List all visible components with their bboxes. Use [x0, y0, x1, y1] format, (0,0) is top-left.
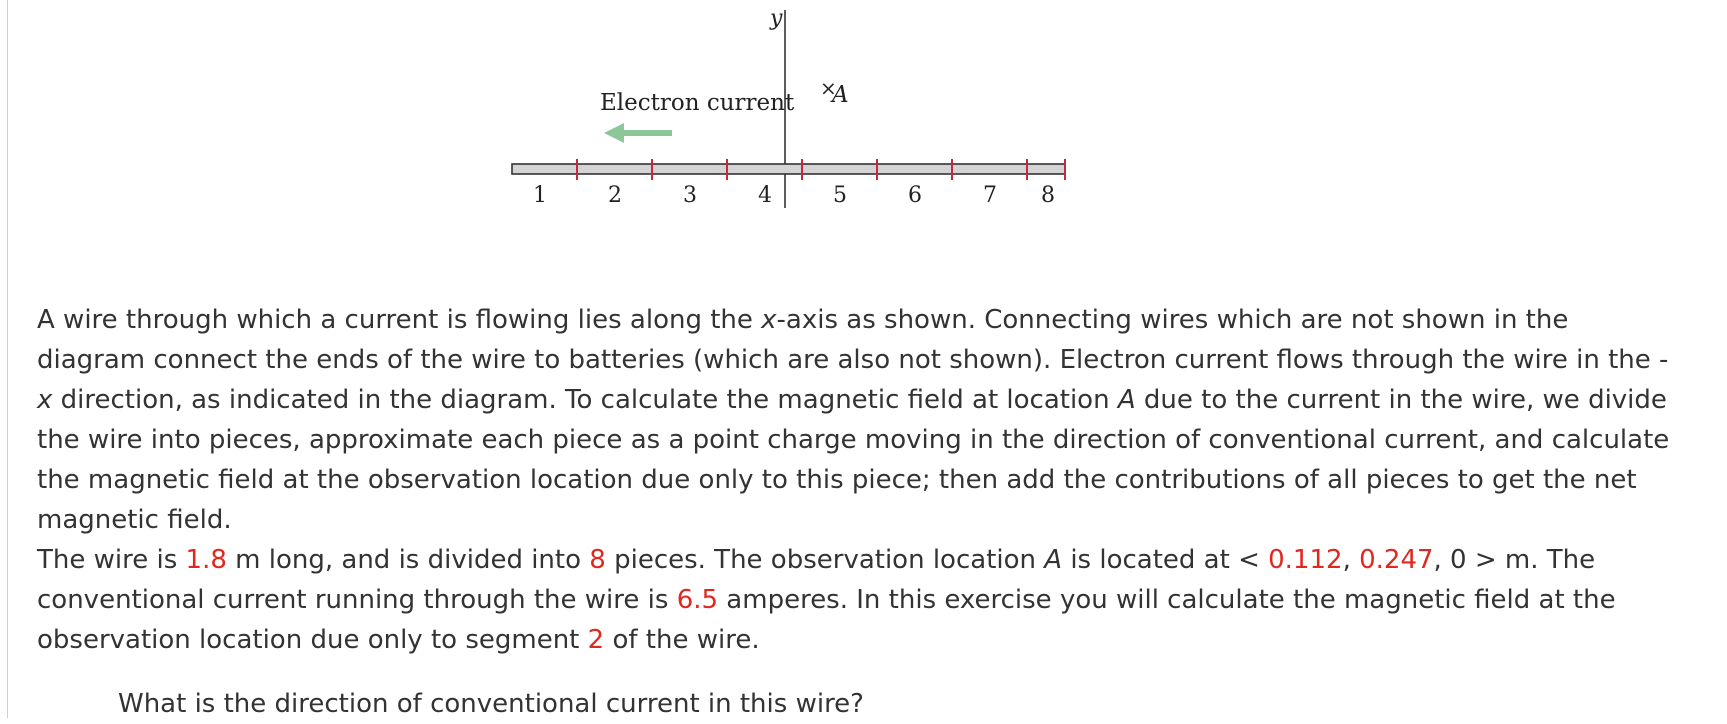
- y-axis-label: y: [770, 6, 783, 31]
- p1-x-axis-var: x: [761, 305, 777, 335]
- wire: [512, 164, 1065, 174]
- segment-label-6: 6: [908, 183, 922, 208]
- p2-text-f: amperes. In this exercise you will calculate the magnetic field at the observation location due only to segment: [37, 585, 1616, 655]
- wire-diagram: [533, 0, 1160, 220]
- problem-paragraph-1: [37, 300, 1677, 540]
- segment-label-3: 3: [683, 183, 697, 208]
- point-a-label: A: [832, 82, 849, 108]
- p2-text-b: m long, and is divided into: [226, 545, 590, 575]
- p1-text-b: -axis as shown. Connecting wires which are not shown in the diagram connect the ends of the wire to batteries (which are also not shown). Electron current flows through the wire in the -: [37, 305, 1669, 375]
- p2-comma: ,: [1342, 545, 1360, 575]
- segment-label-1: 1: [533, 183, 547, 208]
- p1-location-a: A: [1117, 385, 1136, 415]
- segment-label-8: 8: [1041, 183, 1055, 208]
- p2-location-a: A: [1044, 545, 1063, 575]
- segment-label-5: 5: [833, 183, 847, 208]
- electron-current-label: Electron current: [600, 90, 795, 116]
- p2-text-g: of the wire.: [604, 625, 760, 655]
- pieces-value: 8: [589, 545, 606, 575]
- segment-label-2: 2: [608, 183, 622, 208]
- segment-value: 2: [587, 625, 605, 655]
- p2-text-d: is located at <: [1062, 545, 1269, 575]
- diagram-svg: [533, 0, 1160, 220]
- p1-text-a: A wire through which a current is flowing lies along the: [37, 305, 762, 335]
- point-a-marker: ×: [820, 76, 837, 100]
- location-x-value: 0.112: [1268, 545, 1343, 575]
- problem-statement: [37, 300, 1677, 660]
- wire-length-value: 1.8: [185, 545, 227, 575]
- current-value: 6.5: [676, 585, 719, 615]
- segment-label-7: 7: [983, 183, 997, 208]
- problem-paragraph-2: [37, 540, 1677, 660]
- location-y-value: 0.247: [1359, 545, 1434, 575]
- p1-text-c: direction, as indicated in the diagram. To calculate the magnetic field at location: [52, 385, 1118, 415]
- p1-x-direction-var: x: [37, 385, 53, 415]
- p2-text-c: pieces. The observation location: [605, 545, 1045, 575]
- segment-label-4: 4: [758, 183, 772, 208]
- p1-text-d: due to the current in the wire, we divide the wire into pieces, approximate each piece as a point charge moving in the direction of conventional current, and calculate the magnetic field at the observation location due only to this piece; then add the contributions of all pieces to get the net magnetic field.: [37, 385, 1670, 535]
- next-question-text: What is the direction of conventional current in this wire?: [118, 689, 864, 719]
- p2-text-e: , 0 > m. The conventional current running through the wire is: [37, 545, 1596, 615]
- electron-current-arrow-head: [604, 123, 624, 143]
- p2-text-a: The wire is: [37, 545, 186, 575]
